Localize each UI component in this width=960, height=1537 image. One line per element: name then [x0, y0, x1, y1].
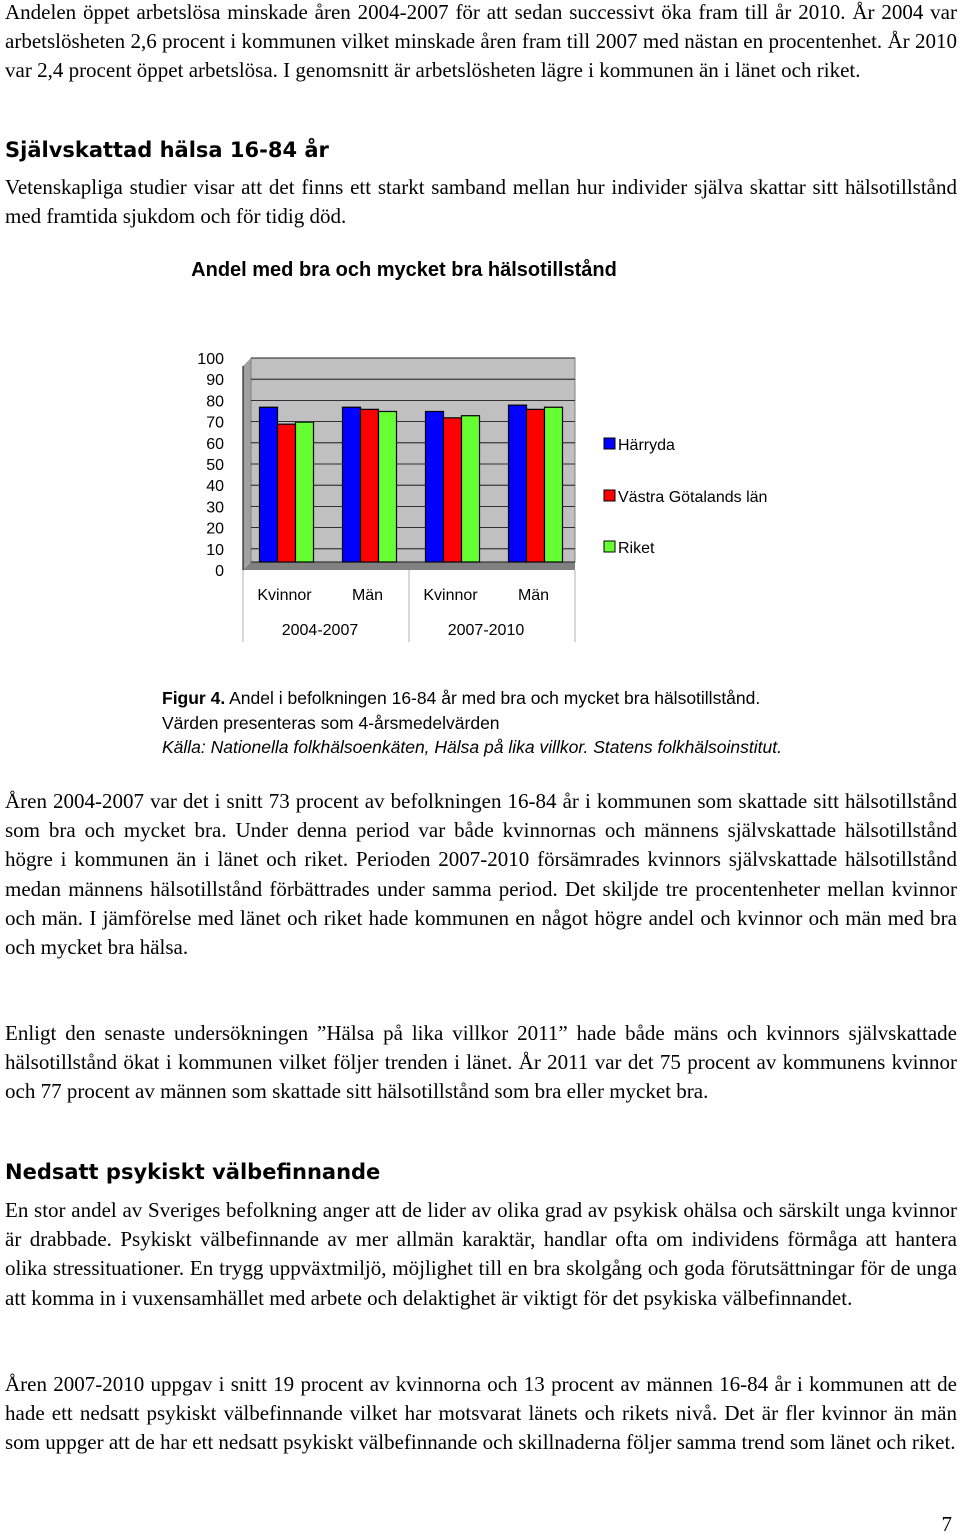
- y-tick-label: 90: [206, 372, 224, 390]
- paragraph-hlv-2011: Enligt den senaste undersökningen ”Hälsa på lika villkor 2011” hade både mäns och kvinnors självskattade hälsotillstånd ökat i kommunen vilket följer trenden i länet. År 2011 var det 75 procent av kommunens kvinnor och 77 procent av männen som skattade sitt hälsotillstånd som bra eller mycket bra.: [5, 1021, 957, 1104]
- legend-swatch: [604, 490, 615, 501]
- chart-title: Andel med bra och mycket bra hälsotillstånd: [191, 259, 617, 281]
- legend-label: Härryda: [618, 437, 675, 454]
- mental-wellbeing-paragraph-1: En stor andel av Sveriges befolkning anger att de lider av olika grad av psykisk ohälsa och särskilt unga kvinnor är drabbade. Psykiskt välbefinnande av mer allmän karaktär, handlar ofta om individens förmåga att hantera olika stressituationer. En trygg uppväxtmiljö, möjlighet till en bra skolgång och goda förutsättningar för de unga att komma in i vuxensamhället med arbete och delaktighet är viktigt för det psykiska välbefinnandet.: [5, 1198, 957, 1310]
- bar: [278, 424, 296, 562]
- section-heading-self-rated-health: Självskattad hälsa 16-84 år: [5, 138, 329, 162]
- x-category-label: Kvinnor: [423, 587, 478, 604]
- figure-caption: [162, 686, 782, 760]
- page-number: 7: [941, 1512, 952, 1536]
- x-category-label: Män: [517, 587, 550, 604]
- x-category-label: Kvinnor: [257, 587, 312, 604]
- x-group-label: 2007-2010: [447, 622, 525, 639]
- y-tick-label: 100: [197, 351, 224, 368]
- legend-label: Riket: [618, 540, 655, 557]
- bar: [343, 407, 361, 562]
- caption-line1: Andel i befolkningen 16-84 år med bra och mycket bra hälsotillstånd.: [229, 688, 761, 708]
- bar: [509, 405, 527, 562]
- y-tick-label: 30: [206, 499, 224, 517]
- mental-wellbeing-paragraph-2: Åren 2007-2010 uppgav i snitt 19 procent av kvinnorna och 13 procent av männen 16-84 år i kommunen att de hade ett nedsatt psykiskt välbefinnande vilket har motsvarat länets och rikets nivå. Det är fler kvinnor än män som uppger att de har ett nedsatt psykiskt välbefinnande och skillnaderna följer samma trend som länet och riket.: [5, 1372, 957, 1455]
- legend-swatch: [604, 541, 615, 552]
- y-tick-label: 10: [206, 541, 224, 559]
- chart-svg: [0, 250, 960, 650]
- legend-label: Västra Götalands län: [618, 489, 768, 506]
- health-chart: [0, 250, 960, 650]
- y-tick-label: 60: [206, 435, 224, 453]
- self-rated-health-paragraph: Vetenskapliga studier visar att det finns ett starkt samband mellan hur individer själva skattar sitt hälsotillstånd med framtida sjukdom och för tidig död.: [5, 175, 957, 229]
- legend-swatch: [604, 438, 615, 449]
- intro-paragraph: Andelen öppet arbetslösa minskade åren 2004-2007 för att sedan successivt öka fram till år 2010. År 2004 var arbetslösheten 2,6 procent i kommunen vilket minskade åren fram till 2007 med nästan en procentenhet. År 2010 var 2,4 procent öppet arbetslösa. I genomsnitt är arbetslösheten lägre i kommunen än i länet och riket.: [5, 0, 957, 83]
- bar: [527, 409, 545, 562]
- plot-floor: [243, 562, 575, 570]
- x-group-label: 2004-2007: [281, 622, 359, 639]
- bar: [444, 418, 462, 562]
- plot-side-wall: [243, 358, 251, 570]
- caption-line2: Värden presenteras som 4-årsmedelvärden: [162, 712, 500, 733]
- section-heading-mental-wellbeing: Nedsatt psykiskt välbefinnande: [5, 1160, 381, 1184]
- bar: [462, 416, 480, 562]
- bar: [296, 422, 314, 562]
- bar: [361, 409, 379, 562]
- caption-source: Källa: Nationella folkhälsoenkäten, Hälsa på lika villkor. Statens folkhälsoinstitut.: [162, 737, 782, 757]
- x-category-label: Män: [351, 587, 384, 604]
- y-tick-label: 20: [206, 520, 224, 538]
- y-tick-label: 50: [206, 457, 224, 474]
- caption-label: Figur 4.: [162, 688, 226, 708]
- bar: [426, 411, 444, 562]
- y-tick-label: 40: [206, 478, 224, 496]
- bar: [379, 411, 397, 562]
- y-tick-label: 80: [206, 393, 224, 411]
- bar: [260, 407, 278, 562]
- y-tick-label: 70: [206, 414, 224, 432]
- bar: [545, 407, 563, 562]
- y-tick-label: 0: [215, 563, 224, 580]
- paragraph-2004-2007: Åren 2004-2007 var det i snitt 73 procent av befolkningen 16-84 år i kommunen som skattade sitt hälsotillstånd som bra och mycket bra. Under denna period var både kvinnornas och männens självskattade hälsotillstånd högre i kommunen än i länet och riket. Perioden 2007-2010 försämrades kvinnors självskattade hälsotillstånd medan männens hälsotillstånd förbättrades under samma period. Det skiljde tre procentenheter mellan kvinnor och män. I jämförelse med länet och riket hade kommunen en något högre andel och kvinnor och män med bra och mycket bra hälsa.: [5, 789, 957, 960]
